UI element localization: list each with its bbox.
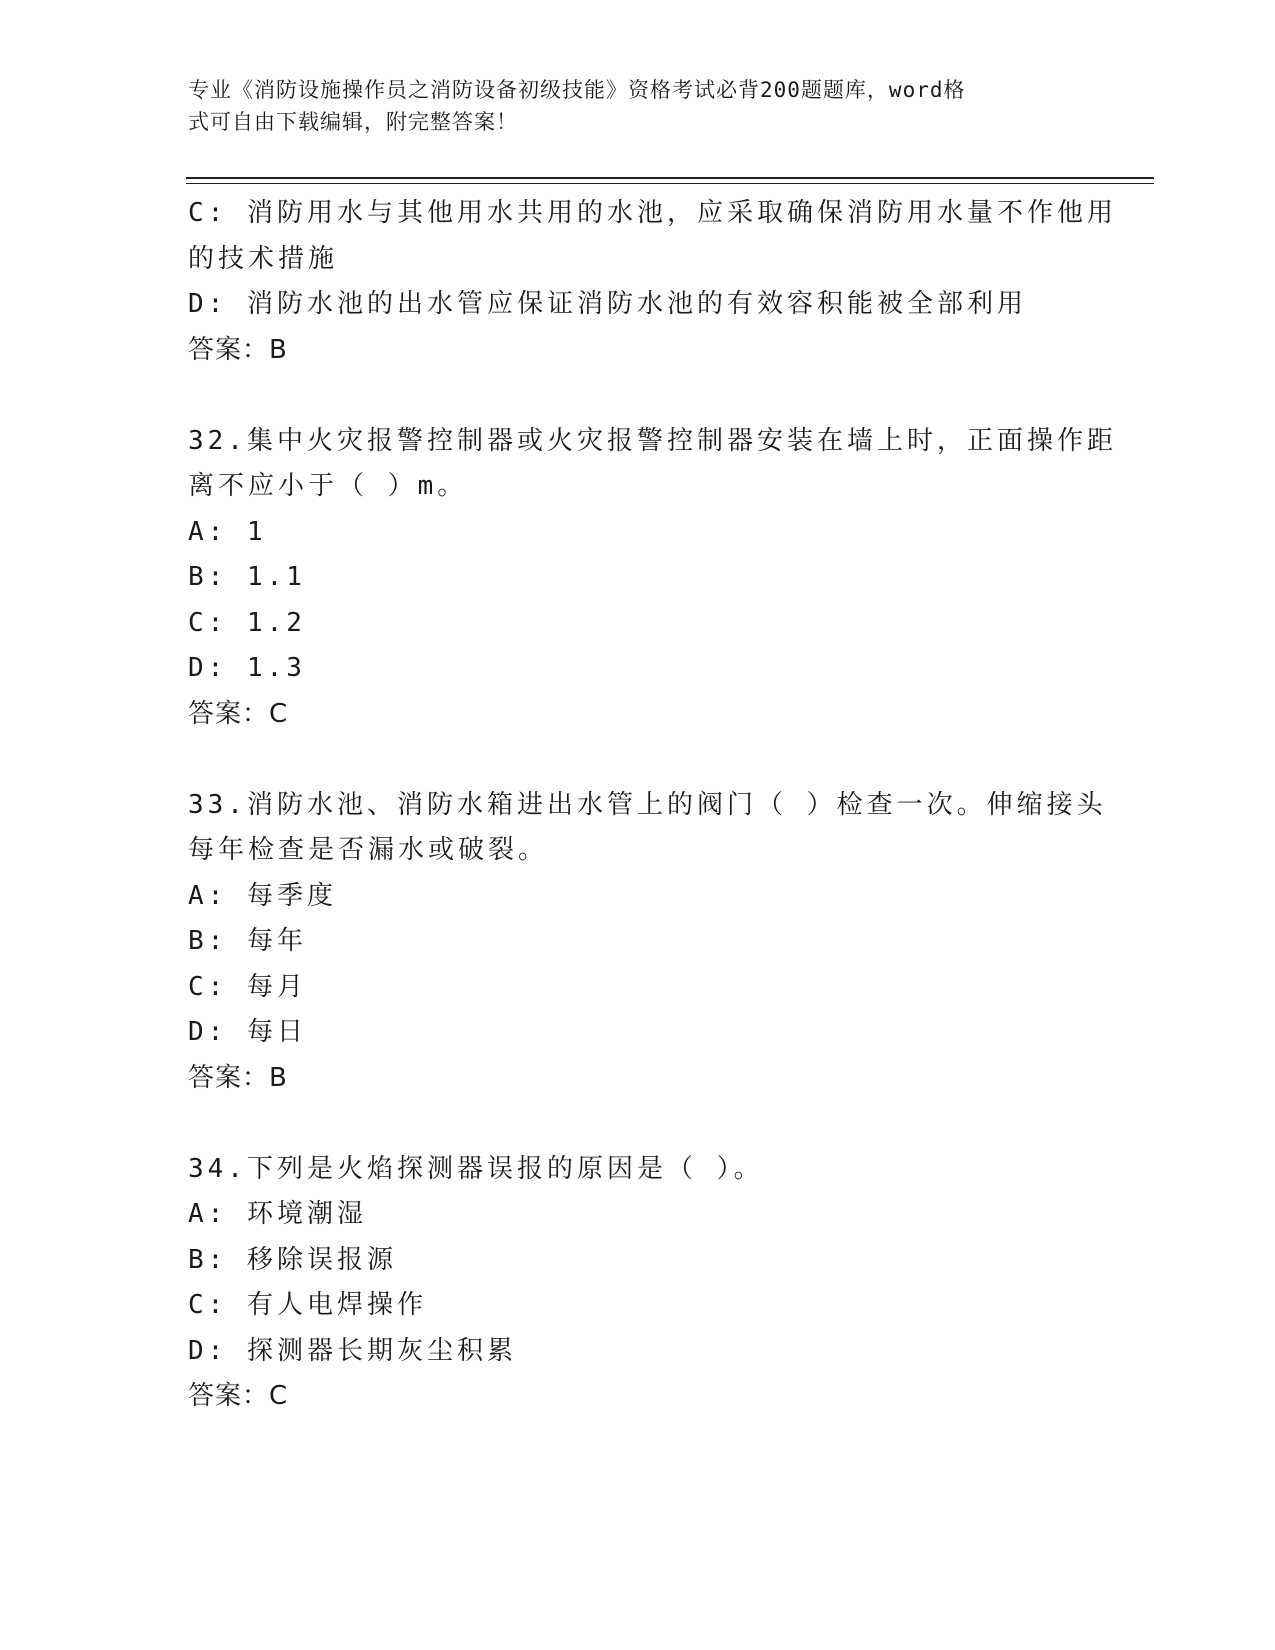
option-d: D: 每日	[188, 1017, 307, 1047]
question-33	[188, 783, 1107, 1102]
option-c: C: 1.2	[188, 607, 306, 638]
question-text: 32.集中火灾报警控制器或火灾报警控制器安装在墙上时，正面操作距	[188, 425, 1117, 456]
question-31-tail	[188, 191, 1117, 373]
answer-line: 答案：B	[188, 334, 288, 365]
header-divider-thin	[186, 183, 1154, 184]
question-text-continued: 离不应小于（ ）m。	[188, 471, 468, 501]
document-header	[188, 74, 1068, 138]
option-d: D: 探测器长期灰尘积累	[188, 1335, 517, 1366]
spacer	[188, 737, 1088, 783]
option-a: A: 环境潮湿	[188, 1199, 367, 1229]
option-d: D: 消防水池的出水管应保证消防水池的有效容积能被全部利用	[188, 289, 1027, 319]
answer-line: 答案：B	[188, 1062, 288, 1093]
option-d: D: 1.3	[188, 653, 306, 683]
question-32	[188, 419, 1117, 738]
option-c-continued: 的技术措施	[188, 243, 339, 274]
answer-line: 答案：C	[188, 1381, 289, 1411]
option-c: C: 有人电焊操作	[188, 1290, 427, 1320]
question-text: 33.消防水池、消防水箱进出水管上的阀门（ ）检查一次。伸缩接头	[188, 789, 1107, 820]
header-line-2: 式可自由下载编辑，附完整答案！	[188, 110, 518, 134]
option-b: B: 移除误报源	[188, 1244, 397, 1275]
answer-line: 答案：C	[188, 698, 289, 729]
option-c: C: 消防用水与其他用水共用的水池，应采取确保消防用水量不作他用	[188, 198, 1117, 228]
question-list	[188, 191, 1117, 1420]
question-text-continued: 每年检查是否漏水或破裂。	[188, 835, 549, 865]
option-b: B: 每年	[188, 926, 307, 956]
option-b: B: 1.1	[188, 562, 306, 592]
option-a: A: 1	[188, 516, 267, 547]
spacer	[188, 373, 1088, 419]
header-line-1: 专业《消防设施操作员之消防设备初级技能》资格考试必背200题题库，word格	[188, 78, 966, 102]
question-text: 34.下列是火焰探测器误报的原因是（ ）。	[188, 1153, 764, 1184]
question-34	[188, 1147, 1088, 1420]
spacer	[188, 1101, 1088, 1147]
option-a: A: 每季度	[188, 880, 337, 911]
header-divider-thick	[186, 177, 1154, 179]
option-c: C: 每月	[188, 971, 307, 1002]
